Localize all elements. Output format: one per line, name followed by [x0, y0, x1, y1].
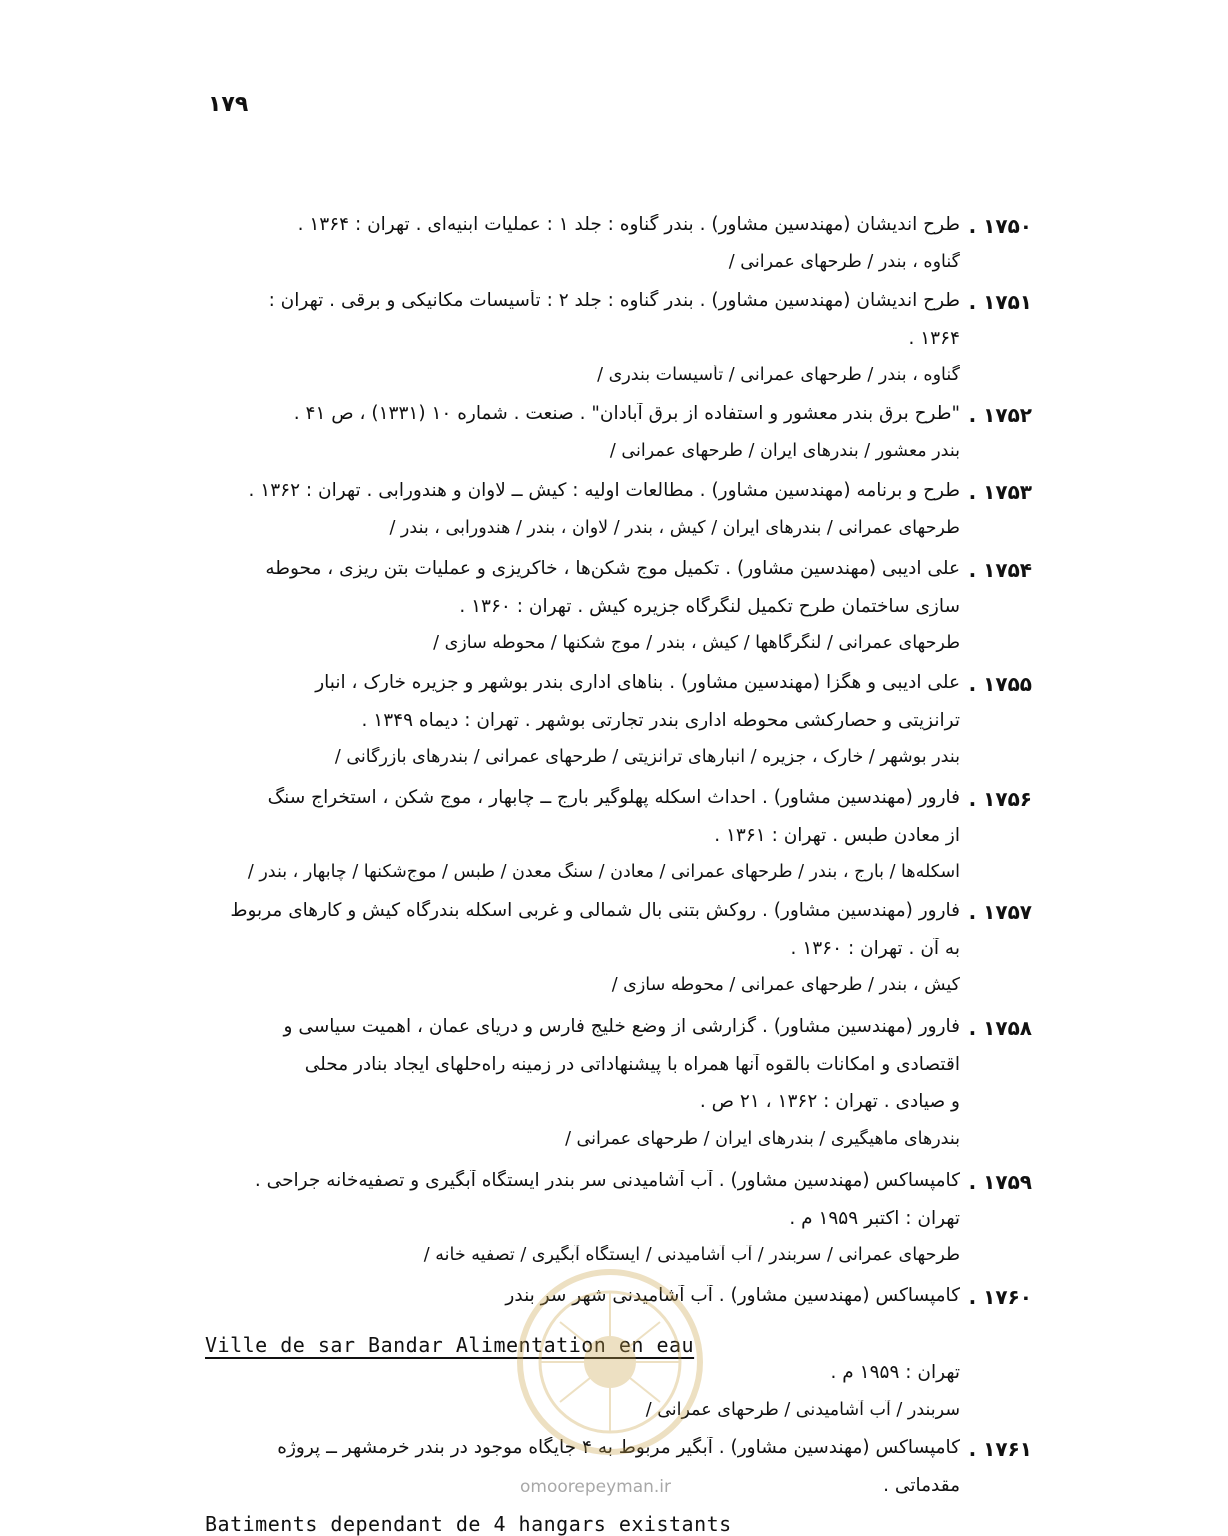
watermark-text: omoorepeyman.ir — [520, 1477, 672, 1497]
entry-number: ۱۷۵۰ . — [968, 214, 1032, 238]
citation-line — [205, 290, 960, 311]
citation-title: عملیات ابنیه‌ای — [427, 214, 541, 235]
subject-tags: بندر معشور / بندرهای ایران / طرحهای عمرانی / — [609, 440, 960, 461]
citation-text: علی ادیبی (مهندسین مشاور) . — [719, 558, 960, 579]
subject-tags: گناوه ، بندر / طرحهای عمرانی / تأسیسات بندری / — [597, 365, 960, 385]
citation-title: صنعت — [525, 403, 574, 424]
citation-text: . تهران : ۱۳۶۴ . — [297, 214, 428, 235]
citation-line — [205, 558, 960, 579]
subject-tags: طرحهای عمرانی / سربندر / آب آشامیدنی / ایستگاه آبگیری / تصفیه خانه / — [423, 1245, 960, 1265]
citation-title: بندر گناوه — [619, 290, 694, 311]
entry-number: ۱۷۵۸ . — [968, 1016, 1032, 1040]
citation-title: ترانزیتی و حصارکشی محوطه اداری بندر تجارتی بوشهر — [536, 709, 960, 731]
citation-text: طرح اندیشان (مهندسین مشاور) . — [693, 290, 960, 311]
subject-tags: بندرهای ماهیگیری / بندرهای ایران / طرحهای عمرانی / — [565, 1128, 960, 1149]
latin-title: Batiments dependant de 4 hangars existants — [205, 1512, 732, 1536]
citation-title: آب آشامیدنی شهر سر بندر — [505, 1285, 713, 1306]
citation-text: طرح اندیشان (مهندسین مشاور) . — [693, 214, 960, 235]
citation-line — [205, 214, 960, 235]
citation-title: سازی ساختمان طرح تکمیل لنگرگاه جزیره کیش — [589, 595, 960, 617]
citation-text: . تهران : ۱۳۶۱ . — [714, 824, 844, 846]
citation-line — [205, 1437, 960, 1458]
citation-text: "طرح برق بندر معشور و استفاده از برق آبادان" . — [573, 403, 960, 424]
citation-line: تهران : اکتبر ۱۹۵۹ م . — [789, 1207, 960, 1229]
citation-text: . تهران : ۱۳۶۰ . — [459, 595, 590, 617]
citation-title: بناهای اداری بندر بوشهر و جزیره خارک ، انبار — [315, 672, 664, 693]
latin-title: Ville de sar Bandar Alimentation en eau — [205, 1333, 695, 1357]
citation-title: آبگیر مربوط به ۴ جایگاه موجود در بندر خرمشهر ــ پروژه — [277, 1437, 713, 1458]
citation-text: . — [254, 1170, 267, 1191]
subject-tags: کیش ، بندر / طرحهای عمرانی / محوطه سازی / — [611, 975, 960, 995]
subject-tags: بندر بوشهر / خارک ، جزیره / انبارهای ترانزیتی / طرحهای عمرانی / بندرهای بازرگانی / — [334, 747, 960, 767]
citation-title: از معادن طبس — [843, 824, 960, 846]
citation-line — [205, 596, 960, 617]
citation-text: فارور (مهندسین مشاور) . — [756, 1016, 960, 1037]
citation-text: : جلد ۲ : — [540, 290, 620, 311]
citation-text: علی ادیبی و هگزا (مهندسین مشاور) . — [663, 672, 960, 693]
citation-title: احداث اسکله پهلوگیر بارج ــ چابهار ، موج شکن ، استخراج سنگ — [267, 787, 757, 808]
citation-text: : جلد ۱ : — [540, 214, 620, 235]
citation-text: طرح و برنامه (مهندسین مشاور) . — [693, 480, 960, 501]
citation-line — [205, 1091, 960, 1112]
citation-text: . تهران : دیماه ۱۳۴۹ . — [361, 709, 537, 731]
citation-text: فارور (مهندسین مشاور) . — [756, 787, 960, 808]
citation-text: فارور (مهندسین مشاور) . — [756, 900, 960, 921]
entry-number: ۱۷۵۹ . — [968, 1170, 1032, 1194]
entry-number: ۱۷۵۶ . — [968, 787, 1032, 811]
citation-line — [205, 710, 960, 731]
entry-number: ۱۷۵۴ . — [968, 558, 1032, 582]
citation-text: . تهران : ۱۳۶۲ . — [248, 480, 379, 501]
citation-line — [205, 938, 960, 959]
entry-number: ۱۷۵۱ . — [968, 290, 1032, 314]
subject-tags: طرحهای عمرانی / بندرهای ایران / کیش ، بندر / لاوان ، بندر / هندورابی ، بندر / — [389, 517, 960, 538]
citation-line — [205, 825, 960, 846]
citation-text: . تهران : ۱۳۶۰ . — [790, 937, 921, 959]
citation-title: روکش بتنی بال شمالی و غربی اسکله بندرگاه کیش و کارهای مربوط — [230, 900, 757, 921]
citation-title: مقدماتی — [894, 1474, 960, 1496]
citation-text: کامپساکس (مهندسین مشاور) . — [712, 1170, 960, 1191]
citation-line — [205, 480, 960, 501]
entry-number: ۱۷۵۷ . — [968, 900, 1032, 924]
citation-title: تأسیسات مکانیکی و برقی — [340, 290, 541, 311]
citation-title: اقتصادی و امکانات بالقوه آنها همراه با پیشنهاداتی در زمینه راه‌حلهای ایجاد بنادر محلی — [304, 1053, 960, 1075]
citation-title: تکمیل موج شکن‌ها ، خاکریزی و عملیات بتن ریزی ، محوطه — [265, 558, 720, 579]
citation-line — [205, 1054, 960, 1075]
citation-line — [205, 1170, 960, 1191]
citation-line — [205, 403, 960, 424]
entry-number: ۱۷۵۵ . — [968, 672, 1032, 696]
citation-title: بندر گناوه — [619, 214, 694, 235]
citation-line — [205, 787, 960, 808]
citation-text: . — [883, 1474, 895, 1496]
citation-text: . تهران : — [268, 290, 341, 311]
subject-tags: سربندر / آب آشامیدنی / طرحهای عمرانی / — [645, 1399, 960, 1420]
entry-number: ۱۷۶۰ . — [968, 1285, 1032, 1309]
citation-line — [205, 1285, 960, 1306]
page-number: ۱۷۹ — [208, 92, 249, 117]
citation-text: . شماره ۱۰ (۱۳۳۱) ، ص ۴۱ . — [293, 403, 526, 424]
subject-tags: طرحهای عمرانی / لنگرگاهها / کیش ، بندر / موج شکنها / محوطه سازی / — [433, 633, 960, 653]
entry-number: ۱۷۶۱ . — [968, 1437, 1032, 1461]
citation-text: کامپساکس (مهندسین مشاور) . — [712, 1437, 960, 1458]
citation-line — [205, 1016, 960, 1037]
citation-line — [205, 672, 960, 693]
citation-line: ۱۳۶۴ . — [908, 327, 960, 349]
subject-tags: اسکله‌ها / بارج ، بندر / طرحهای عمرانی / معادن / سنگ معدن / طبس / موج‌شکنها / چابهار ، بندر / — [247, 862, 960, 882]
citation-title: گزارشی از وضع خلیج فارس و دریای عمان ، اهمیت سیاسی و — [283, 1016, 757, 1037]
subject-tags: گناوه ، بندر / طرحهای عمرانی / — [728, 251, 960, 272]
citation-text: . تهران : ۱۳۶۲ ، ۲۱ ص . — [699, 1091, 896, 1112]
entry-number: ۱۷۵۳ . — [968, 480, 1032, 504]
citation-text: کامپساکس (مهندسین مشاور) . — [712, 1285, 960, 1306]
citation-title: آب آشامیدنی سر بندر ایستگاه آبگیری و تصفیه‌خانه جراحی — [266, 1170, 713, 1191]
citation-line — [205, 900, 960, 921]
citation-line: تهران : ۱۹۵۹ م . — [830, 1362, 960, 1383]
citation-title: مطالعات اولیه : کیش ــ لاوان و هندورابی — [378, 480, 694, 501]
citation-title: به آن — [920, 937, 960, 959]
entry-number: ۱۷۵۲ . — [968, 403, 1032, 427]
citation-title: و صیادی — [895, 1091, 960, 1112]
